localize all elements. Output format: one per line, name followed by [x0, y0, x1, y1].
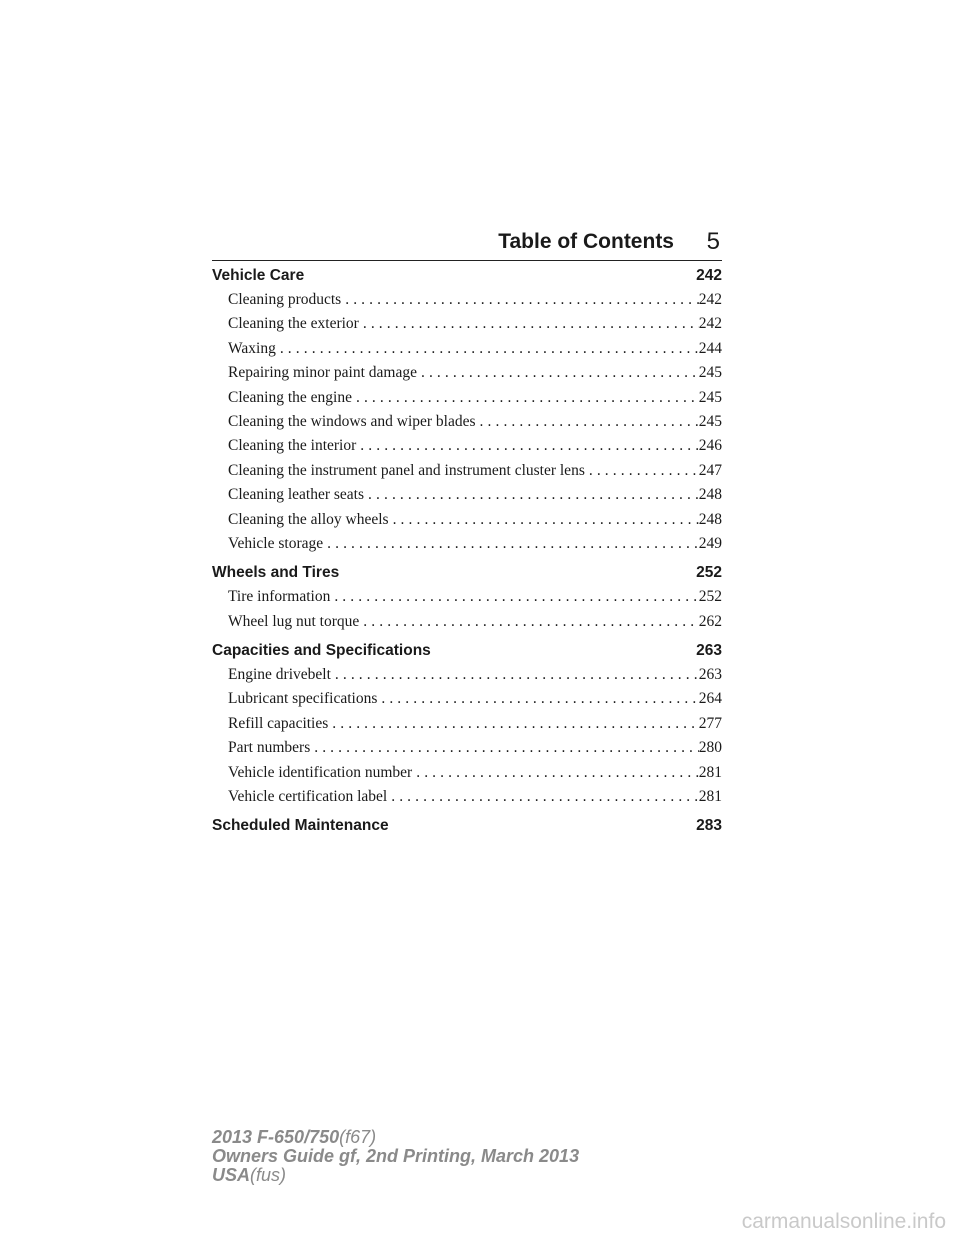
entry-page: 281: [698, 788, 722, 806]
toc-entry[interactable]: [228, 389, 722, 413]
entry-page: 263: [698, 666, 722, 684]
toc-section-heading[interactable]: [212, 267, 722, 291]
toc-entry[interactable]: [228, 437, 722, 461]
section-page: 283: [696, 817, 722, 835]
dot-leader: [389, 511, 699, 529]
toc-entry[interactable]: [228, 739, 722, 763]
entry-label: Cleaning the windows and wiper blades: [228, 412, 476, 430]
entry-label: Vehicle storage: [228, 534, 324, 552]
toc-entry[interactable]: [228, 613, 722, 637]
section-title: Vehicle Care: [212, 267, 305, 284]
toc-section-heading[interactable]: [212, 817, 722, 841]
entry-label: Cleaning the instrument panel and instrument cluster lens: [228, 461, 585, 479]
toc-entry[interactable]: [228, 764, 722, 788]
entry-page: 245: [698, 388, 722, 406]
dot-leader: [331, 666, 699, 684]
entry-label: Refill capacities: [228, 714, 329, 732]
footer-line-model: 2013 F-650/750(f67): [212, 1127, 377, 1147]
entry-label: Engine drivebelt: [228, 666, 331, 684]
dot-leader: [364, 486, 699, 504]
entry-label: Cleaning the alloy wheels: [228, 510, 389, 528]
dot-leader: [476, 413, 699, 431]
dot-leader: [356, 437, 698, 455]
toc-entry[interactable]: [228, 413, 722, 437]
dot-leader: [328, 715, 698, 733]
entry-page: 280: [698, 739, 722, 757]
dot-leader: [276, 340, 699, 358]
entry-label: Part numbers: [228, 739, 311, 757]
entry-label: Vehicle identification number: [228, 763, 413, 781]
entry-label: Wheel lug nut torque: [228, 612, 360, 630]
toc-entry[interactable]: [228, 690, 722, 714]
toc-entry[interactable]: [228, 340, 722, 364]
dot-leader: [330, 588, 698, 606]
entry-label: Cleaning the interior: [228, 437, 357, 455]
toc-entry[interactable]: [228, 535, 722, 559]
entry-page: 248: [698, 486, 722, 504]
section-title: Scheduled Maintenance: [212, 817, 389, 835]
dot-leader: [417, 364, 699, 382]
toc-section: [212, 267, 722, 559]
dot-leader: [359, 315, 699, 333]
dot-leader: [377, 690, 698, 708]
toc-entry[interactable]: [228, 511, 722, 535]
entry-label: Cleaning leather seats: [228, 486, 365, 504]
entry-label: Cleaning the exterior: [228, 315, 359, 333]
page-title: Table of Contents: [498, 230, 674, 253]
footer: [212, 1128, 579, 1185]
toc-entry[interactable]: [228, 462, 722, 486]
footer-line-market: USA(fus): [212, 1165, 287, 1185]
toc-section: [212, 817, 722, 841]
section-page: 263: [696, 642, 722, 660]
toc-section-heading[interactable]: [212, 642, 722, 666]
entry-label: Cleaning the engine: [228, 388, 352, 406]
toc-section: [212, 564, 722, 637]
entry-label: Lubricant specifications: [228, 690, 378, 708]
toc-entry[interactable]: [228, 588, 722, 612]
entry-page: 244: [698, 339, 722, 357]
entry-label: Waxing: [228, 339, 276, 357]
entry-label: Tire information: [228, 588, 331, 606]
entry-page: 264: [698, 690, 722, 708]
toc-entry[interactable]: [228, 788, 722, 812]
toc-entry[interactable]: [228, 715, 722, 739]
dot-leader: [310, 739, 699, 757]
section-page: 252: [696, 564, 722, 582]
dot-leader: [352, 389, 699, 407]
toc-section: [212, 642, 722, 812]
entry-label: Cleaning products: [228, 291, 342, 308]
entry-page: 262: [698, 612, 722, 630]
dot-leader: [359, 613, 698, 631]
entry-page: 245: [698, 364, 722, 382]
entry-page: 247: [698, 461, 722, 479]
section-title: Wheels and Tires: [212, 564, 340, 582]
toc-section-heading[interactable]: [212, 564, 722, 588]
watermark: carmanualsonline.info: [741, 1210, 946, 1233]
toc-entry[interactable]: [228, 364, 722, 388]
entry-page: 246: [698, 437, 722, 455]
dot-leader: [341, 291, 699, 309]
toc-entry[interactable]: [228, 666, 722, 690]
toc-entry[interactable]: [228, 291, 722, 315]
entry-label: Repairing minor paint damage: [228, 364, 417, 382]
dot-leader: [387, 788, 699, 806]
entry-page: 277: [698, 714, 722, 732]
section-page: 242: [696, 267, 722, 284]
toc-entry[interactable]: [228, 486, 722, 510]
entry-label: Vehicle certification label: [228, 788, 388, 806]
entry-page: 249: [698, 534, 722, 552]
dot-leader: [412, 764, 699, 782]
entry-page: 242: [698, 291, 722, 308]
dot-leader: [585, 462, 699, 480]
footer-line-guide: Owners Guide gf, 2nd Printing, March 2013: [212, 1146, 580, 1166]
toc-entry[interactable]: [228, 315, 722, 339]
entry-page: 252: [698, 588, 722, 606]
entry-page: 248: [698, 510, 722, 528]
entry-page: 242: [698, 315, 722, 333]
table-of-contents: [212, 267, 722, 846]
entry-page: 281: [698, 763, 722, 781]
dot-leader: [323, 535, 699, 553]
page-header: [212, 228, 722, 261]
entry-page: 245: [698, 412, 722, 430]
page-number: 5: [706, 228, 720, 255]
section-title: Capacities and Specifications: [212, 642, 431, 660]
